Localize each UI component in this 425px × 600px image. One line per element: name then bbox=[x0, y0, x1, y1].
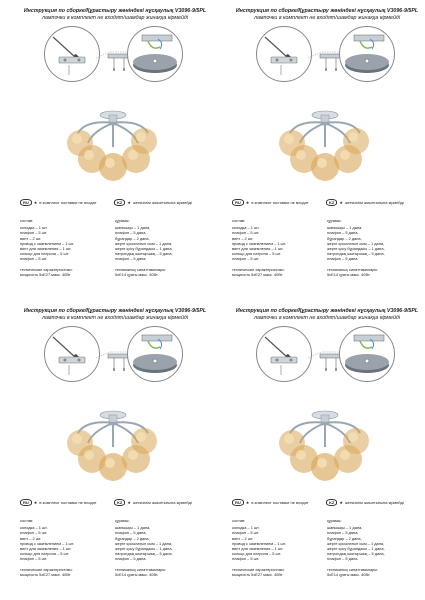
kz-tech-value: 5хE14 қуаты макс. 40Вт. bbox=[115, 571, 159, 577]
kz-item: плафон – 5 дана. bbox=[115, 256, 147, 262]
kz-contents-column bbox=[115, 518, 173, 577]
kz-tech-value: 5хE14 қуаты макс. 40Вт. bbox=[115, 271, 159, 277]
kz-item: патрондық шығыршық – 5 дана, bbox=[115, 551, 173, 557]
ru-not-included-note bbox=[232, 199, 309, 206]
ru-item: винт для заземления – 1 шт. bbox=[232, 246, 284, 252]
ru-item: винт – 2 шт. bbox=[20, 235, 42, 241]
ru-item: плафон – 5 шт. bbox=[232, 530, 260, 536]
ground-detail-circle bbox=[127, 26, 183, 82]
kz-item: жерге қосылатын сым – 1 дана, bbox=[327, 540, 385, 546]
glass-shade-5 bbox=[99, 153, 127, 181]
instruction-sheet-bottom-left bbox=[12, 308, 212, 593]
kz-tech-value: 5хE14 қуаты макс. 40Вт. bbox=[327, 571, 371, 577]
kz-item: бұрандар – 2 дана, bbox=[327, 535, 362, 541]
ru-contents-column bbox=[20, 218, 74, 277]
kz-not-included-text: жеткізілім жиынтығына кірмейді bbox=[344, 500, 404, 505]
chandelier-illustration bbox=[270, 403, 380, 485]
kz-item: бұрандар – 2 дана, bbox=[327, 235, 362, 241]
ru-not-included-text: в комплект поставки не входит bbox=[251, 200, 309, 205]
kz-tech-heading: техникалық сипаттамалары: bbox=[115, 266, 167, 272]
ru-item: плафон – 5 шт. bbox=[232, 256, 260, 262]
star-icon: ★ bbox=[339, 200, 343, 205]
sheet-title: Инструкция по сборке/Құрастыру жөніндегі нұсқаулық V3096-9/5PL bbox=[235, 8, 419, 14]
kz-item: плафон – 5 дана. bbox=[327, 256, 359, 262]
kz-item: шанышқы – 1 дана, bbox=[115, 525, 151, 531]
chandelier-illustration bbox=[58, 103, 168, 185]
kz-item: жерге қосу бұрандасы – 1 дана, bbox=[115, 246, 173, 252]
ru-item: плафон – 5 шт. bbox=[20, 530, 48, 536]
ru-not-included-note bbox=[20, 199, 97, 206]
kz-item: бұрандар – 2 дана, bbox=[115, 235, 150, 241]
ru-item: провод с заземлением – 1 шт. bbox=[20, 540, 75, 546]
ru-item: плафон – 5 шт. bbox=[20, 556, 48, 562]
kz-item: патрондық шығыршық – 5 дана, bbox=[115, 251, 173, 257]
sheet-subtitle: лампочки в комплект не входят/шамдар жинаққа кірмейді bbox=[253, 315, 401, 321]
ru-item: кольцо для патрона – 5 шт. bbox=[20, 251, 70, 257]
ru-contents-heading: состав: bbox=[232, 218, 246, 223]
ground-detail-circle bbox=[127, 326, 183, 382]
ground-symbol-icon bbox=[128, 327, 182, 381]
instruction-sheet-top-left bbox=[12, 8, 212, 293]
ru-item: кольцо для патрона – 5 шт. bbox=[20, 551, 70, 557]
ru-badge: RU bbox=[232, 499, 244, 506]
ru-badge: RU bbox=[20, 499, 32, 506]
kz-tech-value: 5хE14 қуаты макс. 40Вт. bbox=[327, 271, 371, 277]
kz-contents-heading: құрамы: bbox=[115, 218, 130, 223]
chandelier-illustration bbox=[270, 103, 380, 185]
ru-item: колодка – 1 шт. bbox=[20, 525, 48, 531]
ru-tech-value: мощность 5хE27 макс. 40Вт bbox=[232, 571, 283, 577]
star-icon: ★ bbox=[339, 500, 343, 505]
kz-contents-heading: құрамы: bbox=[327, 218, 342, 223]
ru-tech-heading: технические характеристики: bbox=[20, 266, 73, 272]
ru-item: винт для заземления – 1 шт. bbox=[20, 246, 72, 252]
ru-contents-heading: состав: bbox=[20, 218, 34, 223]
kz-item: плафон – 5 дана, bbox=[115, 230, 147, 236]
ru-item: винт для заземления – 1 шт. bbox=[20, 546, 72, 552]
ru-item: винт для заземления – 1 шт. bbox=[232, 546, 284, 552]
kz-item: жерге қосу бұрандасы – 1 дана, bbox=[327, 546, 385, 552]
kz-badge: KZ bbox=[326, 499, 337, 506]
ru-item: кольцо для патрона – 5 шт. bbox=[232, 551, 282, 557]
kz-not-included-note bbox=[114, 199, 192, 206]
ru-badge: RU bbox=[232, 199, 244, 206]
sheet-subtitle: лампочки в комплект не входят/шамдар жинаққа кірмейді bbox=[41, 15, 189, 21]
ru-item: кольцо для патрона – 5 шт. bbox=[232, 251, 282, 257]
ru-not-included-text: в комплект поставки не входит bbox=[39, 200, 97, 205]
kz-item: шанышқы – 1 дана, bbox=[327, 225, 363, 231]
kz-contents-heading: құрамы: bbox=[115, 518, 130, 523]
sheet-title: Инструкция по сборке/Құрастыру жөніндегі нұсқаулық V3096-9/5PL bbox=[235, 308, 419, 314]
ru-item: винт – 2 шт. bbox=[232, 535, 254, 541]
instruction-sheet-bottom-right bbox=[224, 308, 424, 593]
ru-item: винт – 2 шт. bbox=[232, 235, 254, 241]
sheet-title: Инструкция по сборке/Құрастыру жөніндегі нұсқаулық V3096-9/5PL bbox=[23, 8, 207, 14]
kz-item: патрондық шығыршық – 5 дана, bbox=[327, 551, 385, 557]
ru-not-included-note bbox=[20, 499, 97, 506]
star-icon: ★ bbox=[33, 500, 38, 505]
kz-not-included-note bbox=[114, 499, 192, 506]
kz-item: шанышқы – 1 дана, bbox=[327, 525, 363, 531]
instruction-sheet-top-right bbox=[224, 8, 424, 293]
kz-contents-heading: құрамы: bbox=[327, 518, 342, 523]
ru-contents-heading: состав: bbox=[232, 518, 246, 523]
kz-badge: KZ bbox=[114, 499, 125, 506]
kz-item: бұрандар – 2 дана, bbox=[115, 535, 150, 541]
kz-item: жерге қосу бұрандасы – 1 дана, bbox=[115, 546, 173, 552]
kz-item: плафон – 5 дана, bbox=[327, 230, 359, 236]
ground-detail-circle bbox=[339, 326, 395, 382]
ru-contents-column bbox=[232, 218, 286, 277]
kz-contents-column bbox=[115, 218, 173, 277]
ru-contents-column bbox=[20, 518, 74, 577]
kz-not-included-text: жеткізілім жиынтығына кірмейді bbox=[344, 200, 404, 205]
glass-shade-5 bbox=[311, 153, 339, 181]
ru-item: винт – 2 шт. bbox=[20, 535, 42, 541]
glass-shade-5 bbox=[99, 453, 127, 481]
ground-symbol-icon bbox=[340, 327, 394, 381]
sheet-subtitle: лампочки в комплект не входят/шамдар жинаққа кірмейді bbox=[41, 315, 189, 321]
ru-item: колодка – 1 шт. bbox=[20, 225, 48, 231]
star-icon: ★ bbox=[245, 200, 250, 205]
ru-tech-heading: технические характеристики: bbox=[232, 566, 285, 572]
kz-item: шанышқы – 1 дана, bbox=[115, 225, 151, 231]
ru-not-included-note bbox=[232, 499, 309, 506]
ground-symbol-icon bbox=[128, 27, 182, 81]
chandelier-illustration bbox=[58, 403, 168, 485]
ru-tech-value: мощность 5хE27 макс. 40Вт bbox=[20, 271, 71, 277]
ru-tech-value: мощность 5хE27 макс. 40Вт bbox=[20, 571, 71, 577]
ru-item: провод с заземлением – 1 шт. bbox=[20, 240, 75, 246]
ground-detail-circle bbox=[339, 26, 395, 82]
ru-item: плафон – 5 шт. bbox=[232, 230, 260, 236]
ru-item: плафон – 5 шт. bbox=[232, 556, 260, 562]
kz-tech-heading: техникалық сипаттамалары: bbox=[327, 266, 379, 272]
kz-item: плафон – 5 дана. bbox=[115, 556, 147, 562]
kz-item: плафон – 5 дана. bbox=[327, 556, 359, 562]
glass-shade-5 bbox=[311, 453, 339, 481]
kz-item: жерге қосылатын сым – 1 дана, bbox=[115, 240, 173, 246]
ru-contents-column bbox=[232, 518, 286, 577]
kz-not-included-note bbox=[326, 499, 404, 506]
kz-item: жерге қосу бұрандасы – 1 дана, bbox=[327, 246, 385, 252]
ru-badge: RU bbox=[20, 199, 32, 206]
kz-tech-heading: техникалық сипаттамалары: bbox=[327, 566, 379, 572]
kz-item: патрондық шығыршық – 5 дана, bbox=[327, 251, 385, 257]
kz-item: жерге қосылатын сым – 1 дана, bbox=[115, 540, 173, 546]
kz-item: плафон – 5 дана, bbox=[327, 530, 359, 536]
kz-not-included-text: жеткізілім жиынтығына кірмейді bbox=[132, 500, 192, 505]
ru-tech-heading: технические характеристики: bbox=[20, 566, 73, 572]
sheet-subtitle: лампочки в комплект не входят/шамдар жинаққа кірмейді bbox=[253, 15, 401, 21]
ru-not-included-text: в комплект поставки не входит bbox=[39, 500, 97, 505]
ru-item: провод с заземлением – 1 шт. bbox=[232, 240, 287, 246]
ru-item: колодка – 1 шт. bbox=[232, 525, 260, 531]
ground-symbol-icon bbox=[340, 27, 394, 81]
kz-not-included-text: жеткізілім жиынтығына кірмейді bbox=[132, 200, 192, 205]
ru-item: плафон – 5 шт. bbox=[20, 256, 48, 262]
sheet-title: Инструкция по сборке/Құрастыру жөніндегі нұсқаулық V3096-9/5PL bbox=[23, 308, 207, 314]
kz-badge: KZ bbox=[326, 199, 337, 206]
kz-item: жерге қосылатын сым – 1 дана, bbox=[327, 240, 385, 246]
star-icon: ★ bbox=[33, 200, 38, 205]
ru-tech-heading: технические характеристики: bbox=[232, 266, 285, 272]
kz-not-included-note bbox=[326, 199, 404, 206]
ru-item: провод с заземлением – 1 шт. bbox=[232, 540, 287, 546]
kz-tech-heading: техникалық сипаттамалары: bbox=[115, 566, 167, 572]
ru-contents-heading: состав: bbox=[20, 518, 34, 523]
star-icon: ★ bbox=[127, 500, 131, 505]
ru-tech-value: мощность 5хE27 макс. 40Вт bbox=[232, 271, 283, 277]
star-icon: ★ bbox=[245, 500, 250, 505]
kz-contents-column bbox=[327, 518, 385, 577]
ru-item: плафон – 5 шт. bbox=[20, 230, 48, 236]
star-icon: ★ bbox=[127, 200, 131, 205]
ru-item: колодка – 1 шт. bbox=[232, 225, 260, 231]
kz-item: плафон – 5 дана, bbox=[115, 530, 147, 536]
kz-badge: KZ bbox=[114, 199, 125, 206]
ru-not-included-text: в комплект поставки не входит bbox=[251, 500, 309, 505]
kz-contents-column bbox=[327, 218, 385, 277]
